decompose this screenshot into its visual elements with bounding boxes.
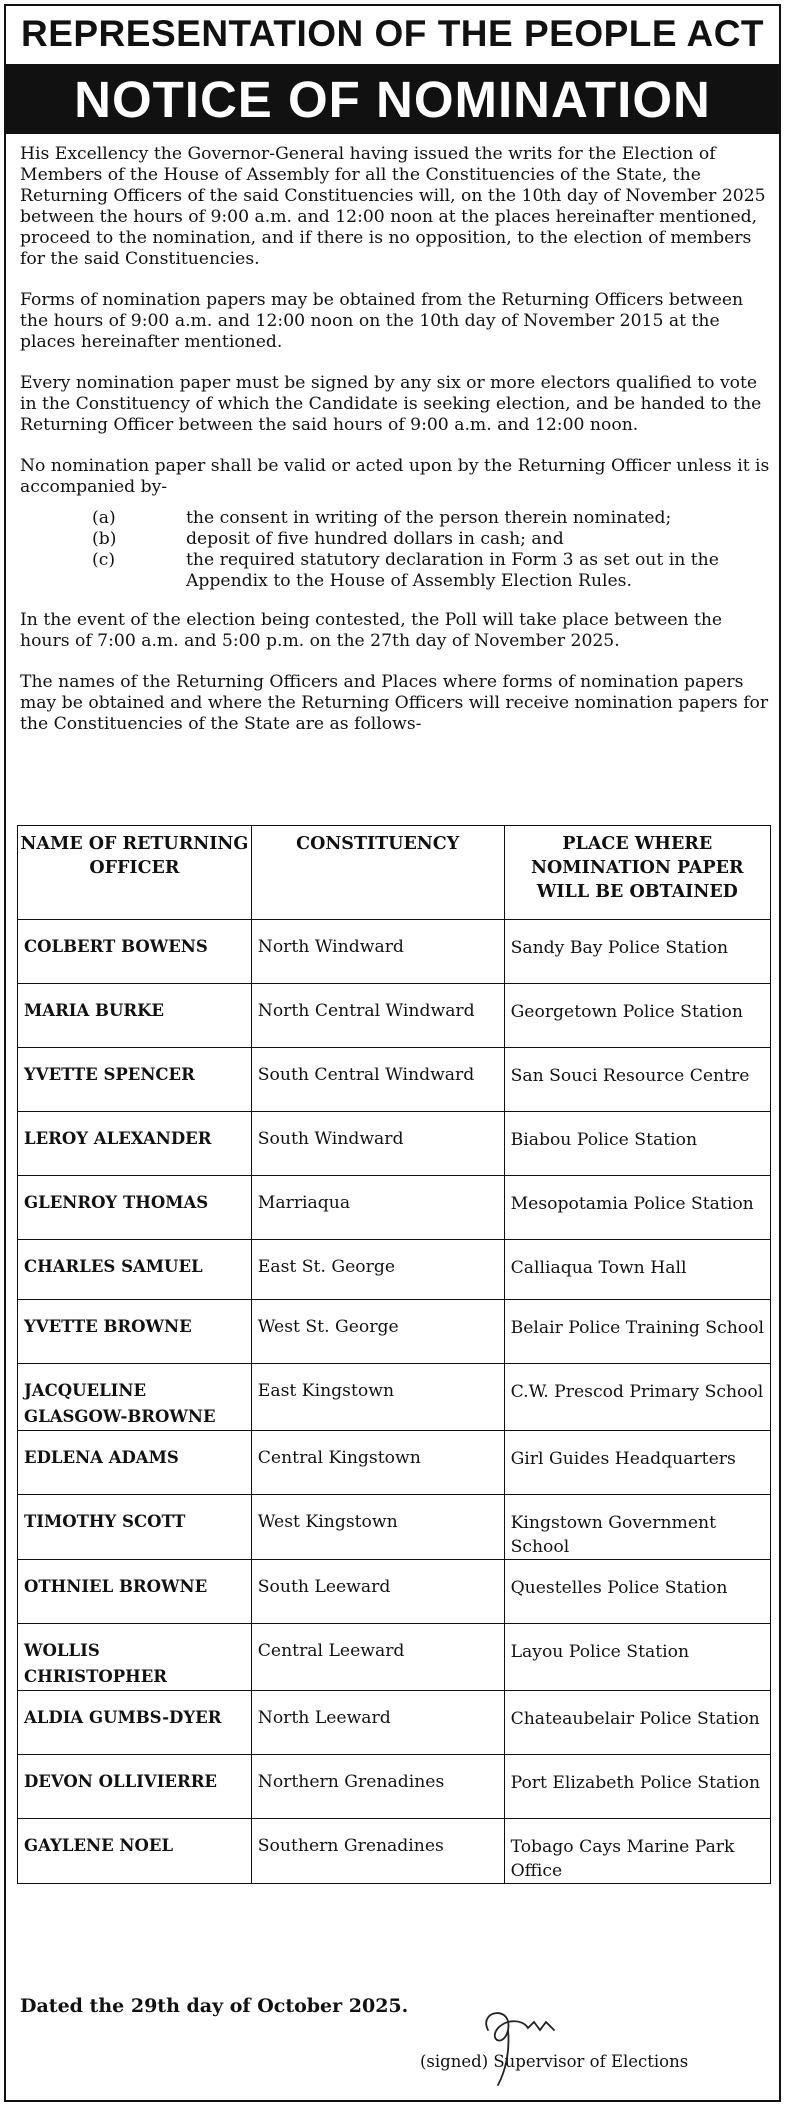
- officer-name-cell: GAYLENE NOEL: [18, 1819, 252, 1884]
- officer-name-cell: DEVON OLLIVIERRE: [18, 1755, 252, 1819]
- officer-name-cell: YVETTE BROWNE: [18, 1300, 252, 1364]
- list-item-label: (b): [92, 529, 117, 549]
- table-row: [18, 1755, 771, 1819]
- place-cell: Questelles Police Station: [504, 1560, 770, 1624]
- table-row: [18, 1624, 771, 1691]
- table-row: [18, 1495, 771, 1560]
- header-constituency: CONSTITUENCY: [251, 826, 504, 920]
- constituency-cell: West St. George: [251, 1300, 504, 1364]
- table-row: [18, 1819, 771, 1884]
- paragraph-poll: In the event of the election being contested, the Poll will take place between the hours of 7:00 a.m. and 5:00 p.m. on the 27th day of November 2025.: [20, 610, 723, 651]
- officer-name-cell: CHARLES SAMUEL: [18, 1240, 252, 1300]
- constituency-cell: Central Kingstown: [251, 1431, 504, 1495]
- place-cell: Chateaubelair Police Station: [504, 1691, 770, 1755]
- constituency-cell: East St. George: [251, 1240, 504, 1300]
- table-row: [18, 1048, 771, 1112]
- list-item-text: deposit of five hundred dollars in cash; and: [186, 529, 564, 549]
- table-row: [18, 1691, 771, 1755]
- table-header-row: [18, 826, 771, 920]
- list-item-text: the required statutory declaration in Form 3 as set out in the Appendix to the House of Assembly Election Rules.: [186, 550, 719, 591]
- paragraph-signatures: Every nomination paper must be signed by any six or more electors qualified to vote in the Constituency of which the Candidate is seeking election, and be handed to the Returning Officer between the said hours of 9:00 a.m. and 12:00 noon.: [20, 373, 762, 435]
- table-row: [18, 1364, 771, 1431]
- officer-name-cell: OTHNIEL BROWNE: [18, 1560, 252, 1624]
- signature-mark: [468, 2000, 578, 2090]
- list-item: [20, 529, 770, 550]
- table-row: [18, 920, 771, 984]
- place-cell: Mesopotamia Police Station: [504, 1176, 770, 1240]
- constituency-cell: Southern Grenadines: [251, 1819, 504, 1884]
- officer-name-cell: COLBERT BOWENS: [18, 920, 252, 984]
- officer-name-cell: JACQUELINE GLASGOW-BROWNE: [18, 1364, 252, 1431]
- list-item-text: the consent in writing of the person therein nominated;: [186, 508, 672, 528]
- constituency-cell: North Leeward: [251, 1691, 504, 1755]
- constituency-cell: East Kingstown: [251, 1364, 504, 1431]
- place-cell: Layou Police Station: [504, 1624, 770, 1691]
- place-cell: Belair Police Training School: [504, 1300, 770, 1364]
- list-item-label: (c): [92, 550, 116, 570]
- constituency-cell: West Kingstown: [251, 1495, 504, 1560]
- header-officer-name: NAME OF RETURNING OFFICER: [18, 826, 252, 920]
- place-cell: Calliaqua Town Hall: [504, 1240, 770, 1300]
- place-cell: Sandy Bay Police Station: [504, 920, 770, 984]
- dated-line: Dated the 29th day of October 2025.: [20, 1995, 409, 2017]
- requirements-list: [20, 508, 770, 592]
- paragraph-forms: Forms of nomination papers may be obtained from the Returning Officers between the hours of 9:00 a.m. and 12:00 noon on the 10th day of November 2015 at the places hereinafter mentioned.: [20, 290, 744, 352]
- officer-name-cell: GLENROY THOMAS: [18, 1176, 252, 1240]
- list-item-label: (a): [92, 508, 116, 528]
- constituency-cell: South Central Windward: [251, 1048, 504, 1112]
- officer-name-cell: LEROY ALEXANDER: [18, 1112, 252, 1176]
- constituency-cell: North Central Windward: [251, 984, 504, 1048]
- list-item: [20, 508, 770, 529]
- officer-name-cell: EDLENA ADAMS: [18, 1431, 252, 1495]
- table-row: [18, 1176, 771, 1240]
- table-row: [18, 1560, 771, 1624]
- officer-name-cell: YVETTE SPENCER: [18, 1048, 252, 1112]
- place-cell: Port Elizabeth Police Station: [504, 1755, 770, 1819]
- place-cell: Biabou Police Station: [504, 1112, 770, 1176]
- table-row: [18, 1431, 771, 1495]
- notice-body: [20, 144, 770, 755]
- officer-name-cell: TIMOTHY SCOTT: [18, 1495, 252, 1560]
- officer-name-cell: WOLLIS CHRISTOPHER: [18, 1624, 252, 1691]
- constituency-cell: Marriaqua: [251, 1176, 504, 1240]
- notice-title: NOTICE OF NOMINATION: [4, 64, 781, 134]
- table-row: [18, 1300, 771, 1364]
- place-cell: San Souci Resource Centre: [504, 1048, 770, 1112]
- place-cell: C.W. Prescod Primary School: [504, 1364, 770, 1431]
- paragraph-validity: No nomination paper shall be valid or acted upon by the Returning Officer unless it is accompanied by-: [20, 456, 770, 497]
- constituency-cell: South Windward: [251, 1112, 504, 1176]
- signature-line: (signed) Supervisor of Elections: [420, 2052, 689, 2071]
- table-row: [18, 984, 771, 1048]
- place-cell: Girl Guides Headquarters: [504, 1431, 770, 1495]
- constituency-cell: North Windward: [251, 920, 504, 984]
- table-row: [18, 1112, 771, 1176]
- list-item: [20, 550, 770, 592]
- table-row: [18, 1240, 771, 1300]
- constituency-cell: South Leeward: [251, 1560, 504, 1624]
- place-cell: Kingstown Government School: [504, 1495, 770, 1560]
- header-place: PLACE WHERE NOMINATION PAPER WILL BE OBTAINED: [504, 826, 770, 920]
- constituency-cell: Northern Grenadines: [251, 1755, 504, 1819]
- officer-name-cell: MARIA BURKE: [18, 984, 252, 1048]
- paragraph-writs: His Excellency the Governor-General having issued the writs for the Election of Members of the House of Assembly for all the Constituencies of the State, the Returning Officers of the said Constituencies will, on the 10th day of November 2025 between the hours of 9:00 a.m. and 12:00 noon at the places hereinafter mentioned, proceed to the nomination, and if there is no opposition, to the election of members for the said Constituencies.: [20, 144, 766, 269]
- constituency-cell: Central Leeward: [251, 1624, 504, 1691]
- officers-table: [17, 825, 771, 1884]
- place-cell: Tobago Cays Marine Park Office: [504, 1819, 770, 1884]
- officer-name-cell: ALDIA GUMBS-DYER: [18, 1691, 252, 1755]
- paragraph-officers: The names of the Returning Officers and Places where forms of nomination papers may be obtained and where the Returning Officers will receive nomination papers for the Constituencies of the State are as follows-: [20, 672, 769, 734]
- act-title: REPRESENTATION OF THE PEOPLE ACT: [20, 13, 765, 54]
- place-cell: Georgetown Police Station: [504, 984, 770, 1048]
